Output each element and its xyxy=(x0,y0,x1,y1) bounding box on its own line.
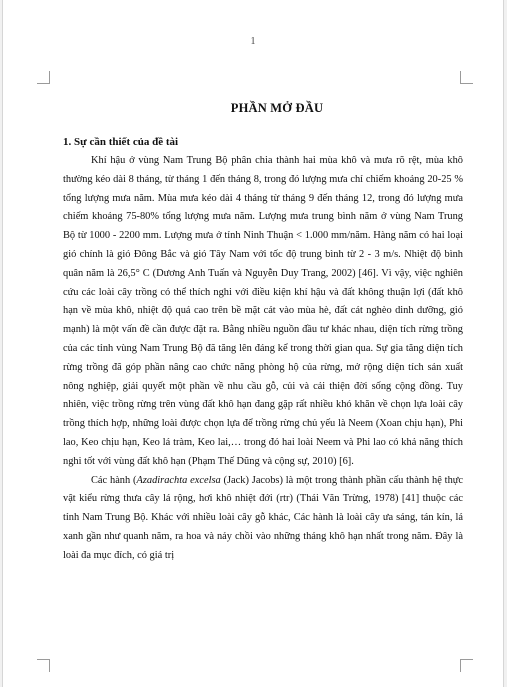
species-name: Azadirachta excelsa xyxy=(136,474,221,486)
crop-mark-top-right xyxy=(460,71,473,84)
document-title: PHẦN MỞ ĐẦU xyxy=(230,101,324,115)
paragraph-text: (Jack) Jacobs) là một trong thành phần cấu thành hệ thực vật kiểu rừng thưa cây lá rộng, hơi khô nhiệt đới (rtr) (Thái Văn Trừng, 1978) [41] thuộc các tỉnh Nam Trung Bộ. Khác với nhiều loài cây gỗ khác, Các hành là loài cây ưa sáng, tán kín, lá xanh gần như quanh năm, ra hoa và nảy chồi vào những tháng khô hạn nhất trong năm. Đây là loài đa mục đích, có giá trị xyxy=(63,474,464,561)
page-number: 1 xyxy=(250,36,256,47)
crop-mark-top-left xyxy=(37,71,50,84)
paragraph-lead: Các hành ( xyxy=(91,474,137,486)
paragraph xyxy=(63,472,463,566)
crop-mark-bottom-left xyxy=(37,659,50,672)
document-body xyxy=(63,101,464,566)
document-page xyxy=(2,0,504,687)
section-heading: 1. Sự cần thiết của đề tài xyxy=(63,136,179,148)
paragraph: Khí hậu ở vùng Nam Trung Bộ phân chia thành hai mùa khô và mưa rõ rệt, mùa khô thường kéo dài 8 tháng, từ tháng 1 đến tháng 8, trong đó lượng mưa chỉ chiếm khoảng 20-25 % tổng lượng mưa năm. Mùa mưa kéo dài 4 tháng từ tháng 9 đến tháng 12, trong đó lượng mưa chiếm khoảng 75-80% tổng lượng mưa năm. Lượng mưa trung bình năm ở vùng Nam Trung Bộ từ 1000 - 2200 mm. Lượng mưa ở tỉnh Ninh Thuận < 1.000 mm/năm. Hàng năm có hai loại gió chính là gió Đông Bắc và gió Tây Nam với tốc độ trung bình từ 2 - 3 m/s. Nhiệt độ bình quân năm là 26,5° C (Dương Anh Tuấn và Nguyễn Duy Trang, 2002) [46]. Vì vậy, việc nghiên cứu các loài cây trồng có thể thích nghi với điều kiện khí hậu và đất không thuận lợi (đất khô hạn về mùa khô, nhiệt độ quá cao trên bề mặt cát vào mùa hè, đất cát nghèo dinh dưỡng, gió mạnh) là một vấn đề cần được đặt ra. Bằng nhiều nguồn đầu tư khác nhau, diện tích rừng trồng của các tỉnh vùng Nam Trung Bộ đã tăng lên đáng kể trong thời gian qua. Sự gia tăng diện tích rừng trồng đã góp phần nâng cao chức năng phòng hộ của rừng, mở rộng diện tích sản xuất nông nghiệp, giải quyết một phần về nhu cầu gỗ, củi và cải thiện đời sống cộng đồng. Tuy nhiên, việc trồng rừng trên vùng đất khô hạn đang gặp rất nhiều khó khăn về chọn lựa loài cây trồng thích hợp, những loài được chọn lựa để trồng rừng chủ yếu là Neem (Xoan chịu hạn), Phi lao, Keo chịu hạn, Keo lá tràm, Keo lai,… trong đó hai loài Neem và Phi lao có khả năng thích nghi tốt với vùng đất khô hạn (Phạm Thế Dũng và cộng sự, 2010) [6]. xyxy=(63,155,463,467)
crop-mark-bottom-right xyxy=(460,659,473,672)
